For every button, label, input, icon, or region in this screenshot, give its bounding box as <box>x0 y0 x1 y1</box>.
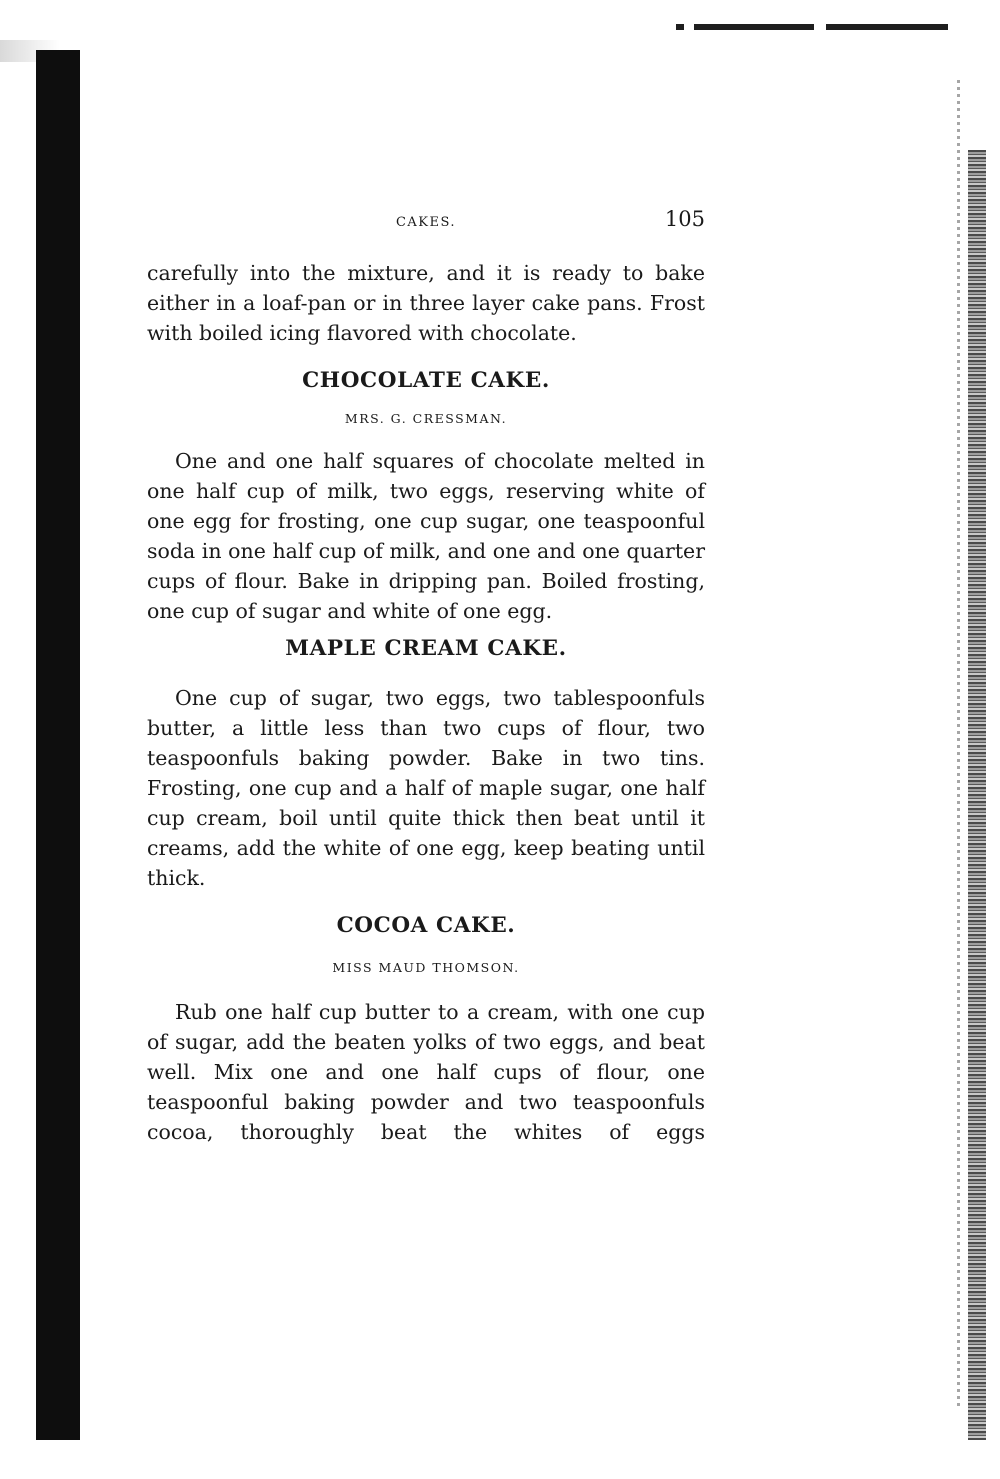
recipe-body-cocoa-cake: Rub one half cup butter to a cream, with one cup of sugar, add the beaten yolks of two eggs, and beat well. Mix one and one half cups of flour, one teaspoonful baking powder and two teaspoonfuls cocoa, thoroughly beat the whites of eggs <box>147 1000 705 1144</box>
recipe-body-chocolate-cake: One and one half squares of chocolate melted in one half cup of milk, two eggs, reserving white of one egg for frosting, one cup sugar, one teaspoonful soda in one half cup of milk, and one and one quarter cups of flour. Bake in dripping pan. Boiled frosting, one cup of sugar and white of one egg. <box>147 449 705 623</box>
page-number: 105 <box>664 207 705 231</box>
scan-mark <box>694 24 814 30</box>
scan-mark <box>826 24 948 30</box>
continuation-paragraph: carefully into the mixture, and it is ready to bake either in a loaf-pan or in three layer cake pans. Frost with boiled icing flavored with chocolate. <box>147 261 705 345</box>
recipe-title-chocolate-cake: CHOCOLATE CAKE. <box>302 368 550 393</box>
scan-mark <box>676 24 684 30</box>
running-title: CAKES. <box>395 215 457 230</box>
recipe-author-chocolate-cake: MRS. G. CRESSMAN. <box>344 411 508 426</box>
running-head <box>147 205 705 241</box>
book-spine-shadow <box>36 50 80 1440</box>
page-edge-thin <box>957 80 960 1410</box>
recipe-body-maple-cream-cake: One cup of sugar, two eggs, two tablespoonfuls butter, a little less than two cups of flour, two teaspoonfuls baking powder. Bake in two tins. Frosting, one cup and a half of maple sugar, one half cup cream, boil until quite thick then beat until it creams, add the white of one egg, keep beating until thick. <box>147 686 705 890</box>
recipe-title-maple-cream-cake: MAPLE CREAM CAKE. <box>285 636 567 661</box>
book-page <box>147 205 705 1147</box>
page-edge-stack <box>968 150 986 1440</box>
recipe-author-cocoa-cake: MISS MAUD THOMSON. <box>332 960 520 975</box>
recipe-title-cocoa-cake: COCOA CAKE. <box>336 913 516 938</box>
